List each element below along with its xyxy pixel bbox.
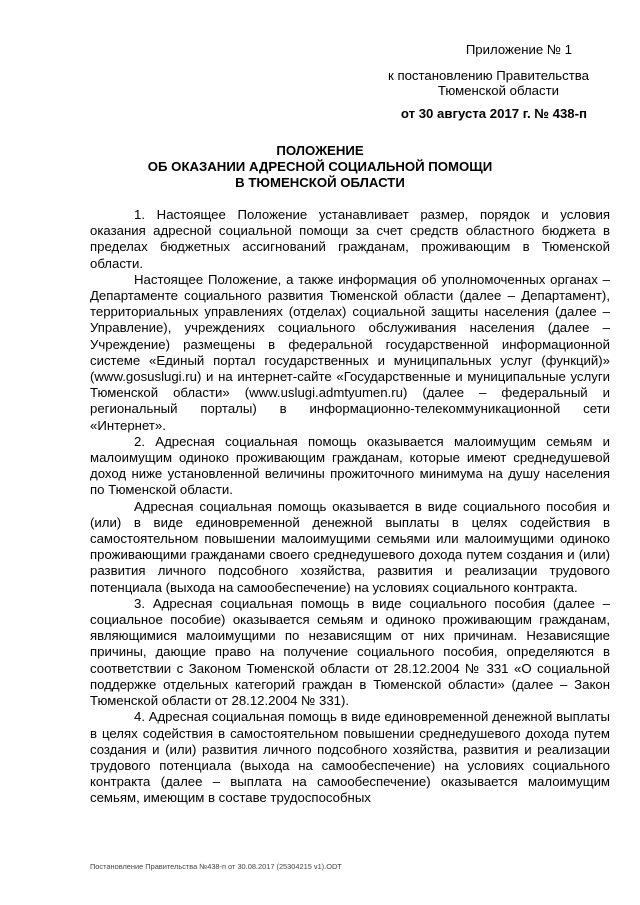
paragraph: 2. Адресная социальная помощь оказывается малоимущим семьям и малоимущим одиноко проживающим гражданам, которые имеют среднедушевой доход ниже установленной величины прожиточного минимума на душу населения по Тюменской области. xyxy=(90,433,610,498)
document-footer: Постановление Правительства №438-п от 30.08.2017 (25304215 v1).ODT xyxy=(90,862,342,871)
appendix-reference: к постановлению Правительства xyxy=(388,68,589,83)
paragraph: Настоящее Положение, а также информация об уполномоченных органах – Департаменте социального развития Тюменской области (далее – Департамент), территориальных управлениях (отделах) социальной защиты населения (далее – Управление), учреждениях социального обслуживания населения (далее – Учреждение) размещены в федеральной государственной информационной системе «Единый портал государственных и муниципальных услуг (функций)» (www.gosuslugi.ru) и на интернет-сайте «Государственные и муниципальные услуги Тюменской области» (www.uslugi.admtyumen.ru) (далее – федеральный и региональный порталы) в информационно-телекоммуникационной сети «Интернет». xyxy=(90,271,610,433)
title-line-1: ПОЛОЖЕНИЕ xyxy=(276,143,364,158)
paragraph: Адресная социальная помощь оказывается в виде социального пособия и (или) в виде единовременной денежной выплаты в целях содействия в самостоятельном повышении малоимущими семьями или малоимущими одиноко проживающими гражданами своего среднедушевого дохода путем создания и (или) развития личного подсобного хозяйства, развития и реализации трудового потенциала (выхода на самообеспечение) на условиях социального контракта. xyxy=(90,498,610,595)
document-body xyxy=(90,207,610,807)
appendix-number: Приложение № 1 xyxy=(465,42,572,57)
paragraph: 1. Настоящее Положение устанавливает размер, порядок и условия оказания адресной социальной помощи за счет средств областного бюджета в пределах бюджетных ассигнований гражданам, проживающим в Тюменской области. xyxy=(90,207,610,271)
title-line-3: В ТЮМЕНСКОЙ ОБЛАСТИ xyxy=(235,175,405,190)
appendix-region: Тюменской области xyxy=(437,83,559,98)
title-line-2: ОБ ОКАЗАНИИ АДРЕСНОЙ СОЦИАЛЬНОЙ ПОМОЩИ xyxy=(147,159,493,174)
paragraph: 4. Адресная социальная помощь в виде единовременной денежной выплаты в целях содействия в самостоятельном повышении среднедушевого дохода путем создания и (или) развития личного подсобного хозяйства, развития и реализации трудового потенциала (выхода на самообеспечение) на условиях социального контракта (далее – выплата на самообеспечение) оказывается малоимущим семьям, имеющим в составе трудоспособных xyxy=(90,709,610,806)
appendix-date: от 30 августа 2017 г. № 438-п xyxy=(400,106,587,121)
document-title xyxy=(100,143,540,191)
paragraph: 3. Адресная социальная помощь в виде социального пособия (далее – социальное пособие) оказывается семьям и одиноко проживающим гражданам, являющимися малоимущими по независящим от них причинам. Независящие причины, дающие право на получение социального пособия, определяются в соответствии с Законом Тюменской области от 28.12.2004 № 331 «О социальной поддержке отдельных категорий граждан в Тюменской области» (далее – Закон Тюменской области от 28.12.2004 № 331). xyxy=(90,595,610,709)
